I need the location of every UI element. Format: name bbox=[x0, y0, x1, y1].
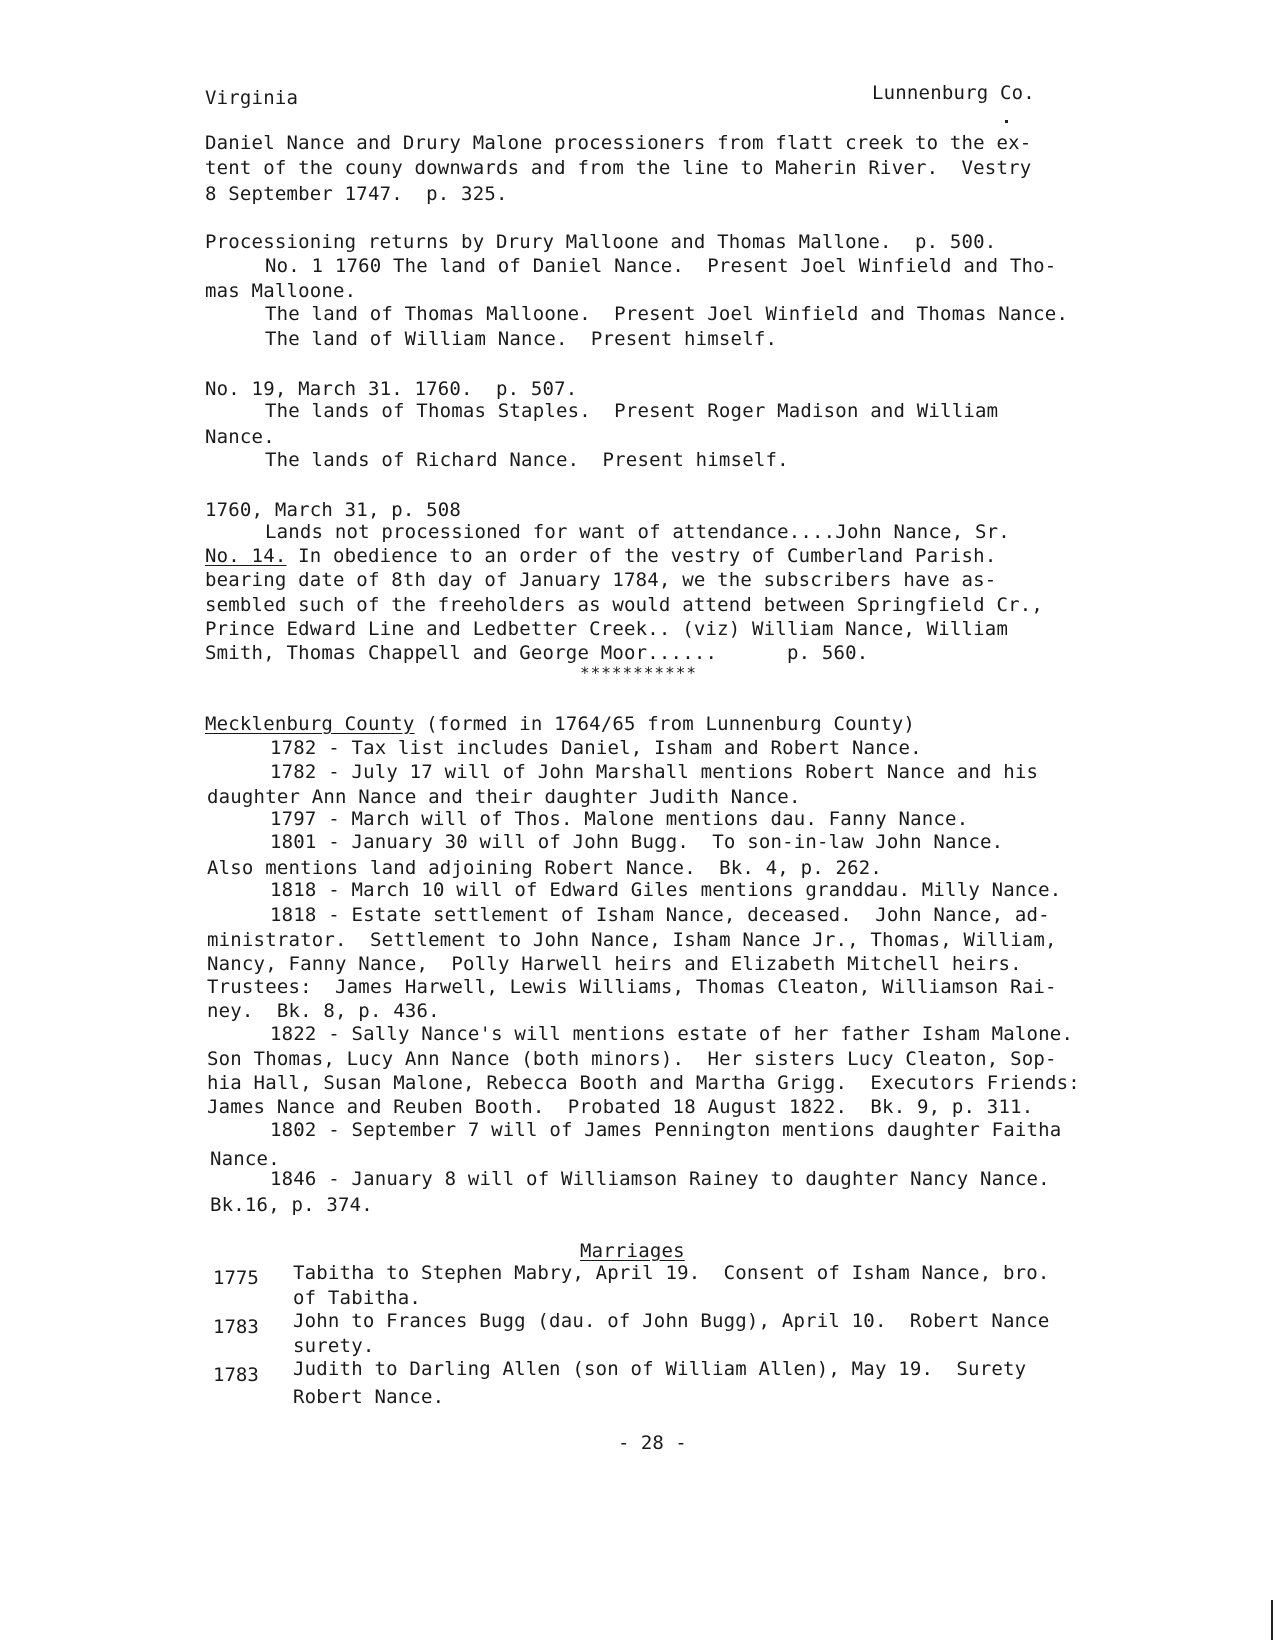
p4-line-4: bearing date of 8th day of January 1784, we the subscribers have as- bbox=[205, 569, 997, 591]
mecklenburg-line-20: Bk.16, p. 374. bbox=[210, 1194, 373, 1216]
mecklenburg-line-2: 1782 - July 17 will of John Marshall mentions Robert Nance and his bbox=[270, 761, 1039, 783]
mecklenburg-heading-note: (formed in 1764/65 from Lunnenburg County) bbox=[414, 713, 915, 735]
marriage-entry-1-line-1: Tabitha to Stephen Mabry, April 19. Consent of Isham Nance, bro. bbox=[293, 1262, 1050, 1284]
p1-line-3: 8 September 1747. p. 325. bbox=[205, 183, 508, 205]
p2-line-1: Processioning returns by Drury Malloone and Thomas Mallone. p. 500. bbox=[205, 231, 997, 253]
mecklenburg-line-12: ney. Bk. 8, p. 436. bbox=[207, 1000, 440, 1022]
p4-line-3-text: In obedience to an order of the vestry of Cumberland Parish. bbox=[286, 545, 997, 567]
mecklenburg-line-6: Also mentions land adjoining Robert Nance. Bk. 4, p. 262. bbox=[207, 857, 883, 879]
p3-line-4: The lands of Richard Nance. Present himself. bbox=[265, 449, 789, 471]
mecklenburg-line-17: 1802 - September 7 will of James Pennington mentions daughter Faitha bbox=[270, 1119, 1062, 1141]
page-number: - 28 - bbox=[618, 1432, 687, 1454]
item-number-14: No. 14. bbox=[205, 545, 287, 567]
marriage-entry-2-line-2: surety. bbox=[293, 1335, 375, 1357]
mecklenburg-line-4: 1797 - March will of Thos. Malone mentions dau. Fanny Nance. bbox=[270, 808, 969, 830]
mecklenburg-line-13: 1822 - Sally Nance's will mentions estate of her father Isham Malone. bbox=[270, 1023, 1074, 1045]
p2-line-5: The land of William Nance. Present himself. bbox=[265, 328, 778, 350]
p2-line-3: mas Malloone. bbox=[205, 280, 357, 302]
mecklenburg-line-18: Nance. bbox=[210, 1148, 280, 1170]
scan-edge-mark bbox=[1271, 1600, 1273, 1640]
p2-line-2: No. 1 1760 The land of Daniel Nance. Present Joel Winfield and Tho- bbox=[265, 255, 1057, 277]
mecklenburg-line-19: 1846 - January 8 will of Williamson Rainey to daughter Nancy Nance. bbox=[270, 1168, 1050, 1190]
p3-line-1: No. 19, March 31. 1760. p. 507. bbox=[205, 378, 578, 400]
marriage-year-3: 1783 bbox=[213, 1364, 259, 1386]
section-separator: *********** bbox=[580, 663, 697, 682]
mecklenburg-line-9: ministrator. Settlement to John Nance, Isham Nance Jr., Thomas, William, bbox=[207, 929, 1057, 951]
marriage-entry-3-line-2: Robert Nance. bbox=[293, 1386, 445, 1408]
mecklenburg-line-10: Nancy, Fanny Nance, Polly Harwell heirs and Elizabeth Mitchell heirs. bbox=[207, 953, 1022, 975]
p1-line-1: Daniel Nance and Drury Malone processioners from flatt creek to the ex- bbox=[205, 132, 1032, 154]
marriages-heading: Marriages bbox=[580, 1240, 685, 1262]
mecklenburg-line-8: 1818 - Estate settlement of Isham Nance, deceased. John Nance, ad- bbox=[270, 904, 1050, 926]
p4-line-2: Lands not processioned for want of attendance....John Nance, Sr. bbox=[265, 521, 1010, 543]
p4-line-6: Prince Edward Line and Ledbetter Creek.. (viz) William Nance, William bbox=[205, 618, 1009, 640]
mecklenburg-line-3: daughter Ann Nance and their daughter Judith Nance. bbox=[207, 786, 801, 808]
p4-line-5: sembled such of the freeholders as would attend between Springfield Cr., bbox=[205, 594, 1044, 616]
p4-line-1: 1760, March 31, p. 508 bbox=[205, 499, 462, 521]
marriage-entry-2-line-1: John to Frances Bugg (dau. of John Bugg), April 10. Robert Nance bbox=[293, 1310, 1050, 1332]
mecklenburg-line-16: James Nance and Reuben Booth. Probated 18 August 1822. Bk. 9, p. 311. bbox=[207, 1096, 1034, 1118]
p3-line-3: Nance. bbox=[205, 426, 275, 448]
stray-mark bbox=[1005, 120, 1008, 123]
p4-line-3 bbox=[205, 543, 996, 569]
marriage-entry-1-line-2: of Tabitha. bbox=[293, 1287, 422, 1309]
marriage-year-2: 1783 bbox=[213, 1316, 259, 1338]
mecklenburg-line-14: Son Thomas, Lucy Ann Nance (both minors). Her sisters Lucy Cleaton, Sop- bbox=[207, 1048, 1057, 1070]
p2-line-4: The land of Thomas Malloone. Present Joel Winfield and Thomas Nance. bbox=[265, 303, 1069, 325]
header-state: Virginia bbox=[205, 87, 299, 109]
mecklenburg-line-1: 1782 - Tax list includes Daniel, Isham and Robert Nance. bbox=[270, 737, 922, 759]
p1-line-2: tent of the couny downwards and from the line to Maherin River. Vestry bbox=[205, 157, 1032, 179]
marriage-year-1: 1775 bbox=[213, 1267, 259, 1289]
header-county: Lunnenburg Co. bbox=[872, 82, 1035, 104]
mecklenburg-line-15: hia Hall, Susan Malone, Rebecca Booth and Martha Grigg. Executors Friends: bbox=[207, 1072, 1080, 1094]
mecklenburg-line-11: Trustees: James Harwell, Lewis Williams, Thomas Cleaton, Williamson Rai- bbox=[207, 976, 1057, 998]
p4-line-7: Smith, Thomas Chappell and George Moor...... p. 560. bbox=[205, 642, 869, 664]
mecklenburg-heading-line bbox=[205, 711, 915, 737]
mecklenburg-line-7: 1818 - March 10 will of Edward Giles mentions granddau. Milly Nance. bbox=[270, 879, 1062, 901]
p3-line-2: The lands of Thomas Staples. Present Roger Madison and William bbox=[265, 400, 999, 422]
mecklenburg-line-5: 1801 - January 30 will of John Bugg. To son-in-law John Nance. bbox=[270, 831, 1004, 853]
mecklenburg-heading: Mecklenburg County bbox=[205, 713, 415, 735]
marriage-entry-3-line-1: Judith to Darling Allen (son of William Allen), May 19. Surety bbox=[293, 1358, 1027, 1380]
